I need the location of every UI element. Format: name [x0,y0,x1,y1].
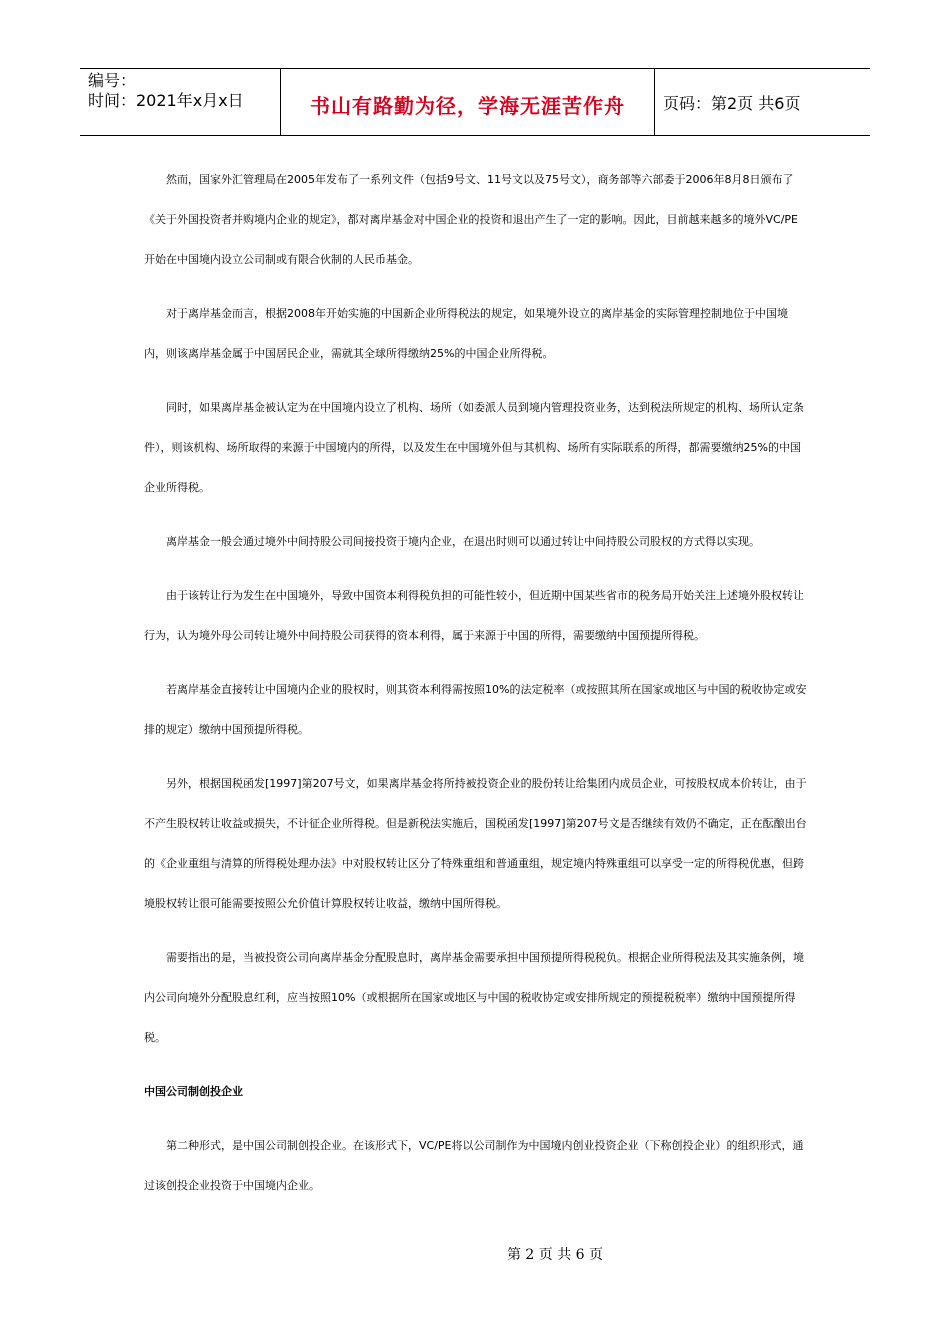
body-paragraph: 由于该转让行为发生在中国境外，导致中国资本利得税负担的可能性较小，但近期中国某些省市的税务局开始关注上述境外股权转让行为，认为境外母公司转让境外中间持股公司获得的资本利得，属于来源于中国的所得，需要缴纳中国预提所得税。 [144,589,804,642]
body-paragraph: 另外，根据国税函发[1997]第207号文，如果离岸基金将所持被投资企业的股份转让给集团内成员企业，可按股权成本价转让，由于不产生股权转让收益或损失，不计征企业所得税。但是新税法实施后，国税函发[1997]第207号文是否继续有效仍不确定，正在酝酿出台的《企业重组与清算的所得税处理办法》中对股权转让区分了特殊重组和普通重组，规定境内特殊重组可以享受一定的所得税优惠，但跨境股权转让很可能需要按照公允价值计算股权转让收益，缴纳中国所得税。 [144,777,807,910]
header-page-info: 页码：第2页 共6页 [663,93,801,113]
page-footer: 第 2 页 共 6 页 [506,1247,604,1263]
body-paragraph: 对于离岸基金而言，根据2008年开始实施的中国新企业所得税法的规定，如果境外设立的离岸基金的实际管理控制地位于中国境内，则该离岸基金属于中国居民企业，需就其全球所得缴纳25%的中国企业所得税。 [144,307,788,360]
document-header [80,68,870,136]
document-body [144,160,808,1206]
body-paragraph: 然而，国家外汇管理局在2005年发布了一系列文件（包括9号文、11号文以及75号文），商务部等六部委于2006年8月8日颁布了《关于外国投资者并购境内企业的规定》，都对离岸基金对中国企业的投资和退出产生了一定的影响。因此，目前越来越多的境外VC/PE开始在中国境内设立公司制或有限合伙制的人民币基金。 [144,173,798,266]
body-paragraph: 第二种形式，是中国公司制创投企业。在该形式下，VC/PE将以公司制作为中国境内创业投资企业（下称创投企业）的组织形式，通过该创投企业投资于中国境内企业。 [144,1139,804,1192]
section-heading: 中国公司制创投企业 [144,1085,243,1098]
body-paragraph: 需要指出的是，当被投资公司向离岸基金分配股息时，离岸基金需要承担中国预提所得税税负。根据企业所得税法及其实施条例，境内公司向境外分配股息红利，应当按照10%（或根据所在国家或地区与中国的税收协定或安排所规定的预提税税率）缴纳中国预提所得税。 [144,951,804,1044]
body-paragraph: 同时，如果离岸基金被认定为在中国境内设立了机构、场所（如委派人员到境内管理投资业务，达到税法所规定的机构、场所认定条件），则该机构、场所取得的来源于中国境内的所得，以及发生在中国境外但与其机构、场所有实际联系的所得，都需要缴纳25%的中国企业所得税。 [144,401,804,494]
document-time-label: 时间：2021年x月x日 [88,91,244,110]
header-motto: 书山有路勤为径，学海无涯苦作舟 [281,69,655,135]
body-paragraph: 若离岸基金直接转让中国境内企业的股权时，则其资本利得需按照10%的法定税率（或按照其所在国家或地区与中国的税收协定或安排的规定）缴纳中国预提所得税。 [144,683,807,736]
document-number-label: 编号： [88,71,137,90]
body-paragraph: 离岸基金一般会通过境外中间持股公司间接投资于境内企业，在退出时则可以通过转让中间持股公司股权的方式得以实现。 [166,535,760,548]
header-meta-cell [80,69,281,135]
